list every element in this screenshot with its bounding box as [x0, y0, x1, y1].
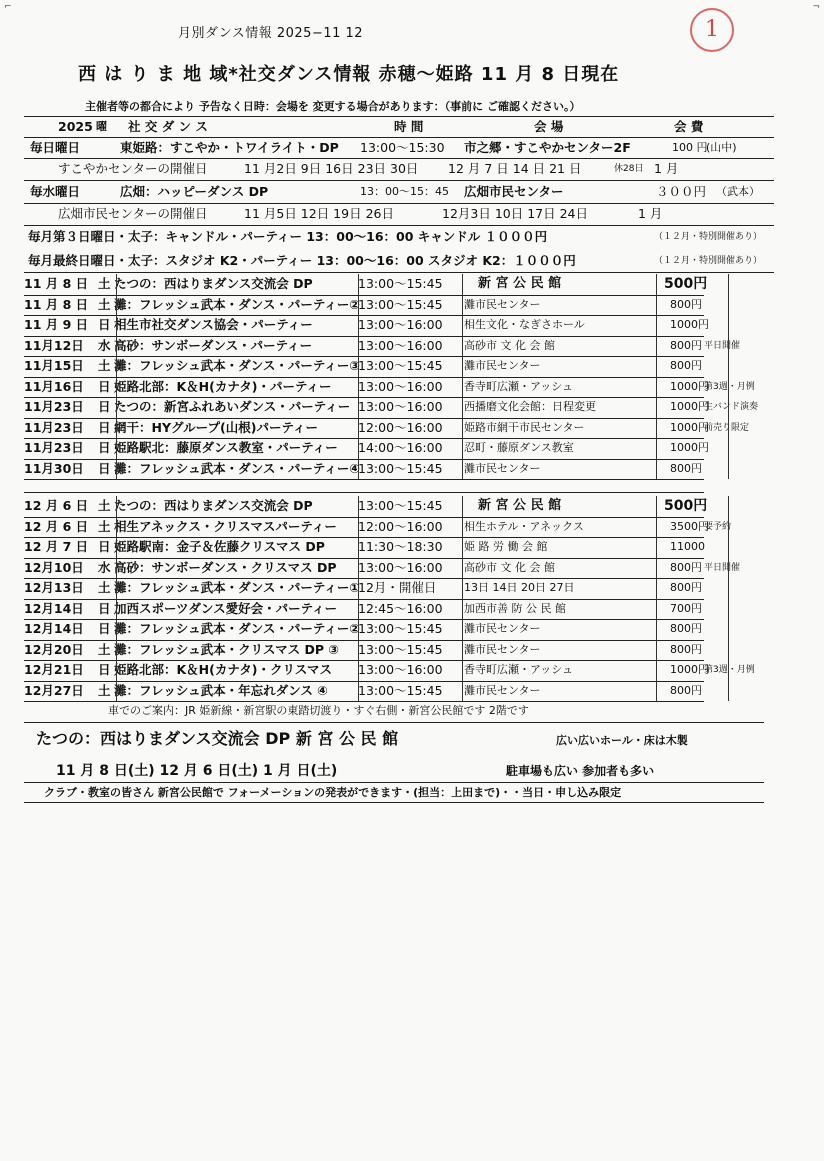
row-event: 広畑：ハッピーダンス DP: [120, 184, 269, 199]
column-rule: [656, 274, 657, 479]
row-time: 13:00〜15:30: [360, 140, 445, 155]
header-weekday: 曜: [96, 120, 107, 133]
dates-nov: 11 月2日 9日 16日 23日 30日: [244, 161, 419, 176]
row-rule: [24, 479, 704, 480]
event-date: 11月23日: [24, 419, 84, 435]
access-info: 車でのご案内：JR 姫新線・新宮駅の東踏切渡り・すぐ右側・新宮公民館です 2階です: [108, 704, 529, 717]
event-fee: 800円: [670, 642, 702, 656]
event-fee: 500円: [664, 276, 708, 292]
event-time: 13:00〜15:45: [358, 296, 443, 312]
event-time: 13:00〜15:45: [358, 358, 443, 373]
event-name: 高砂：サンボーダンス・パーティー: [114, 337, 313, 353]
event-name: 灘：フレッシュ武本・ダンス・パーティー③: [114, 358, 360, 373]
promo-parking: 駐車場も広い 参加者も多い: [506, 764, 655, 778]
column-rule: [462, 274, 463, 479]
dates-dec: 12 月 7 日 14 日 21 日: [448, 161, 582, 176]
header-time: 時 間: [394, 119, 424, 134]
event-date: 11月16日: [24, 378, 84, 394]
event-venue: 相生文化・なぎさホール: [464, 318, 585, 331]
event-time: 12:00〜16:00: [358, 518, 443, 534]
event-venue: 新 宮 公 民 館: [478, 498, 562, 513]
row-rule: [24, 225, 774, 226]
event-fee: 800円: [670, 560, 702, 574]
column-rule: [116, 496, 117, 701]
row-time: 13：00〜15：45: [360, 185, 449, 198]
event-fee: 800円: [670, 461, 702, 475]
scan-corner-mark: ¬: [812, 2, 820, 12]
footer-rule: [24, 722, 764, 723]
row-note: (山中): [706, 141, 737, 154]
event-weekday: 水: [98, 559, 111, 575]
event-weekday: 土: [98, 682, 111, 698]
row-note: （１２月・特別開催あり）: [654, 232, 763, 242]
event-time: 11:30〜18:30: [358, 539, 443, 554]
event-time: 13:00〜16:00: [358, 559, 443, 575]
event-time: 14:00〜16:00: [358, 440, 443, 455]
event-name: 網干：HYグループ(山根)パーティー: [114, 419, 318, 435]
event-name: 灘：フレッシュ武本・ダンス・パーティー①: [114, 580, 360, 595]
event-weekday: 日: [98, 378, 111, 394]
event-weekday: 日: [98, 419, 111, 435]
event-fee: 1000円: [670, 318, 709, 331]
event-name: たつの：西はりまダンス交流会 DP: [114, 498, 313, 513]
row-note: （武本）: [716, 185, 760, 198]
event-weekday: 水: [98, 337, 111, 353]
event-date: 12月21日: [24, 662, 84, 677]
event-name: 灘：フレッシュ武本・ダンス・パーティー④: [114, 460, 360, 476]
scan-corner-mark: ⌐: [4, 2, 12, 12]
row-rule: [24, 180, 774, 181]
event-weekday: 日: [98, 460, 111, 476]
event-date: 12月27日: [24, 682, 84, 698]
event-weekday: 日: [98, 662, 111, 677]
event-fee: 800円: [670, 297, 702, 311]
event-venue: 加西市善 防 公 民 館: [464, 601, 566, 615]
event-venue: 13日 14日 20日 27日: [464, 581, 575, 594]
event-date: 11月30日: [24, 460, 84, 476]
page-title: 西 は り ま 地 域*社交ダンス情報 赤穂〜姫路 11 月 8 日現在: [78, 64, 620, 85]
event-note: 第3週・月例: [704, 665, 755, 675]
event-weekday: 日: [98, 621, 111, 636]
event-fee: 800円: [670, 622, 702, 635]
event-date: 12月10日: [24, 559, 84, 575]
event-date: 12月20日: [24, 641, 84, 657]
event-weekday: 土: [98, 641, 111, 657]
event-fee: 800円: [670, 683, 702, 697]
row-day: 毎日曜日: [30, 140, 81, 155]
header-year: 2025: [58, 119, 93, 134]
event-name: 高砂：サンボーダンス・クリスマス DP: [114, 559, 337, 575]
event-venue: 高砂市 文 化 会 館: [464, 560, 555, 574]
event-note: 第3週・月例: [704, 381, 755, 392]
event-venue: 香寺町広瀬・アッシュ: [464, 379, 574, 393]
event-date: 12月14日: [24, 600, 84, 616]
event-name: 相生アネックス・クリスマスパーティー: [114, 518, 337, 534]
event-date: 11 月 8 日: [24, 276, 89, 291]
promo-title: たつの：西はりまダンス交流会 DP 新 宮 公 民 館: [36, 729, 399, 748]
event-weekday: 土: [98, 498, 111, 513]
event-time: 13:00〜16:00: [358, 337, 443, 353]
event-fee: 1000円: [670, 663, 709, 676]
event-fee: 800円: [670, 581, 702, 594]
header-fee: 会 費: [674, 119, 704, 134]
event-time: 13:00〜15:45: [358, 682, 443, 698]
event-time: 13:00〜15:45: [358, 641, 443, 657]
event-time: 13:00〜15:45: [358, 276, 443, 291]
event-date: 11月12日: [24, 337, 84, 353]
event-time: 12月・開催日: [358, 580, 437, 595]
event-name: 灘：フレッシュ武本・クリスマス DP ③: [114, 641, 339, 657]
event-name: 加西スポーツダンス愛好会・パーティー: [114, 600, 338, 616]
event-date: 12 月 6 日: [24, 518, 89, 534]
event-venue: 灘市民センター: [464, 683, 541, 697]
event-weekday: 土: [98, 518, 111, 534]
event-name: 灘：フレッシュ武本・ダンス・パーティー②: [114, 296, 360, 312]
event-fee: 700円: [670, 601, 702, 615]
row-rule: [24, 272, 774, 273]
event-name: 姫路駅北：藤原ダンス教室・パーティー: [114, 440, 338, 455]
row-venue: 市之郷・すこやかセンター2F: [464, 140, 631, 155]
column-rule: [656, 496, 657, 701]
page-number-circle: 1: [690, 8, 734, 52]
event-date: 12 月 6 日: [24, 498, 89, 513]
dates-label: 広畑市民センターの開催日: [58, 206, 208, 221]
event-time: 12:00〜16:00: [358, 419, 443, 435]
event-venue: 灘市民センター: [464, 359, 541, 372]
event-venue: 姫 路 労 働 会 館: [464, 540, 548, 553]
event-fee: 11000: [670, 540, 705, 553]
event-time: 13:00〜16:00: [358, 662, 443, 677]
event-venue: 高砂市 文 化 会 館: [464, 338, 555, 352]
event-name: 姫路北部：K＆H(カナタ)・パーティー: [114, 378, 332, 394]
column-rule: [462, 496, 463, 701]
event-venue: 灘市民センター: [464, 642, 541, 656]
event-date: 11 月 9 日: [24, 317, 89, 332]
event-date: 11月23日: [24, 440, 84, 455]
event-name: たつの：西はりまダンス交流会 DP: [114, 276, 313, 291]
dates-jan: 1 月: [654, 161, 679, 176]
event-time: 12:45〜16:00: [358, 600, 443, 616]
event-weekday: 土: [98, 296, 111, 312]
event-venue: 西播磨文化会館：日程変更: [464, 400, 596, 413]
row-note: （１２月・特別開催あり）: [654, 256, 763, 266]
event-venue: 新 宮 公 民 館: [478, 276, 562, 291]
event-date: 12月13日: [24, 580, 84, 595]
event-date: 12月14日: [24, 621, 84, 636]
column-rule: [358, 496, 359, 701]
event-fee: 1000円: [670, 420, 709, 434]
dates-nov: 11 月5日 12日 19日 26日: [244, 206, 394, 221]
header-venue: 会 場: [534, 119, 564, 134]
event-venue: 灘市民センター: [464, 461, 541, 475]
event-fee: 500円: [664, 498, 708, 514]
event-weekday: 土: [98, 358, 111, 373]
event-fee: 1000円: [670, 379, 709, 393]
row-fee: 100 円: [672, 141, 708, 154]
dates-dec: 12月3日 10日 17日 24日: [442, 206, 588, 221]
change-notice: 主催者等の都合により 予告なく日時：会場を 変更する場合があります：（事前に ご確認ください。）: [85, 100, 581, 113]
event-name: 姫路北部：K＆H(カナタ)・クリスマス: [114, 662, 332, 677]
event-weekday: 日: [98, 600, 111, 616]
event-fee: 800円: [670, 338, 702, 352]
event-date: 11月15日: [24, 358, 84, 373]
event-time: 13:00〜15:45: [358, 498, 443, 513]
event-name: 姫路駅南：金子＆佐藤クリスマス DP: [114, 539, 325, 554]
footer-rule: [24, 802, 764, 803]
column-rule: [728, 496, 729, 701]
event-time: 13:00〜16:00: [358, 378, 443, 394]
dates-label: すこやかセンターの開催日: [58, 161, 208, 176]
event-venue: 灘市民センター: [464, 622, 541, 635]
section-gap-rule: [24, 492, 704, 493]
event-fee: 800円: [670, 359, 702, 372]
column-rule: [358, 274, 359, 479]
row-event: 東姫路：すこやか・トワイライト・DP: [120, 140, 339, 155]
event-weekday: 日: [98, 399, 111, 414]
event-date: 11 月 8 日: [24, 296, 89, 312]
event-venue: 相生ホテル・アネックス: [464, 519, 584, 533]
event-name: たつの：新宮ふれあいダンス・パーティー: [114, 399, 351, 414]
club-note: クラブ・教室の皆さん 新宮公民館で フォーメーションの発表ができます・(担当：上田まで)・・当日・申し込み限定: [44, 786, 622, 799]
row-fee: ３００円: [656, 184, 707, 199]
event-note: 平日開催: [704, 562, 741, 573]
event-weekday: 日: [98, 317, 111, 332]
row-text: 毎月第３日曜日・太子：キャンドル・パーティー 13：00〜16：00 キャンドル １０００円: [28, 229, 548, 244]
event-date: 11月23日: [24, 399, 84, 414]
event-fee: 1000円: [670, 400, 709, 413]
event-fee: 3500円: [670, 519, 709, 533]
event-fee: 1000円: [670, 441, 709, 454]
row-venue: 広畑市民センター: [464, 184, 564, 199]
event-weekday: 土: [98, 276, 111, 291]
promo-tagline: 広い広いホール・床は木製: [556, 734, 688, 747]
footer-rule: [24, 782, 764, 783]
header-event: 社 交 ダ ン ス: [128, 119, 208, 134]
event-time: 13:00〜16:00: [358, 399, 443, 414]
event-note: 要予約: [704, 521, 732, 532]
column-rule: [728, 274, 729, 479]
event-name: 灘：フレッシュ武本・年忘れダンス ④: [114, 682, 328, 698]
event-time: 13:00〜15:45: [358, 460, 443, 476]
event-venue: 灘市民センター: [464, 297, 541, 311]
event-time: 13:00〜15:45: [358, 621, 443, 636]
event-time: 13:00〜16:00: [358, 317, 443, 332]
event-weekday: 土: [98, 580, 111, 595]
event-weekday: 日: [98, 440, 111, 455]
event-note: 前売り限定: [704, 422, 750, 433]
dates-dec-note: 休28日: [614, 164, 644, 174]
event-name: 相生市社交ダンス協会・パーティー: [114, 317, 313, 332]
promo-dates: 11 月 8 日(土) 12 月 6 日(土) 1 月 日(土): [56, 763, 338, 779]
dates-jan: 1 月: [638, 206, 663, 221]
column-rule: [116, 274, 117, 479]
event-date: 12 月 7 日: [24, 539, 89, 554]
event-weekday: 日: [98, 539, 111, 554]
event-venue: 香寺町広瀬・アッシュ: [464, 663, 574, 676]
event-note: 平日開催: [704, 340, 741, 351]
event-name: 灘：フレッシュ武本・ダンス・パーティー②: [114, 621, 360, 636]
row-day: 毎水曜日: [30, 184, 81, 199]
row-text: 毎月最終日曜日・太子：スタジオ K2・パーティー 13：00〜16：00 スタジオ K2：１０００円: [28, 253, 576, 268]
event-venue: 姫路市網干市民センター: [464, 420, 585, 434]
header-top-line: 月別ダンス情報 2025−11 12: [178, 26, 364, 41]
event-note: 生バンド演奏: [704, 402, 759, 412]
event-venue: 忍町・藤原ダンス教室: [464, 441, 574, 454]
